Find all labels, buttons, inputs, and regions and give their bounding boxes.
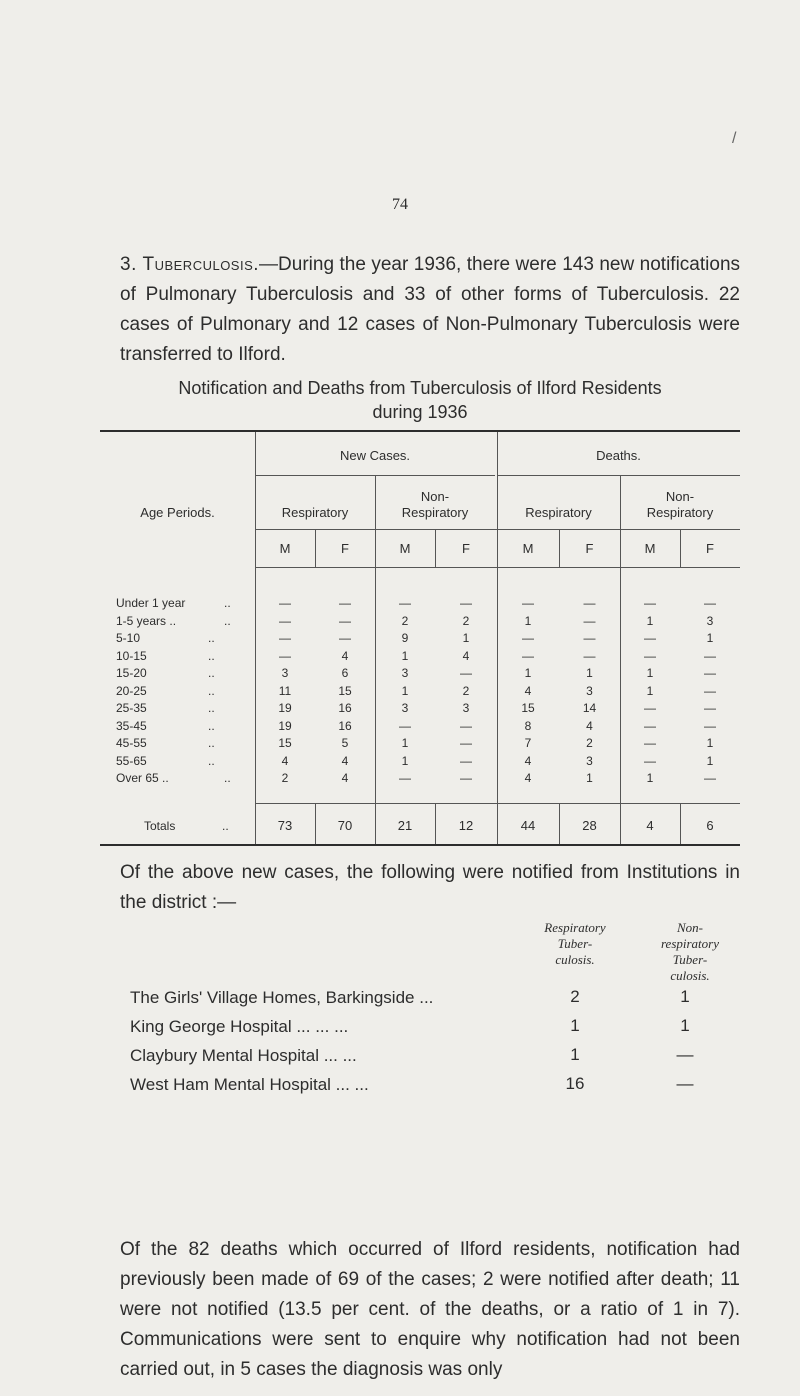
institution-resp-count: 2 xyxy=(570,987,580,1006)
female-column-header: F xyxy=(706,541,714,556)
table-cell: 6 xyxy=(341,666,349,680)
table-cell: — xyxy=(339,596,351,610)
table-cell: — xyxy=(460,754,472,768)
institution-resp-count: 1 xyxy=(570,1045,580,1064)
section-heading: 3. Tuberculosis. xyxy=(120,254,260,275)
hline-deaths-group xyxy=(497,475,740,476)
totals-cell: 21 xyxy=(397,818,413,833)
table-cell: 15 xyxy=(521,701,535,715)
institution-nonresp-count: 1 xyxy=(680,987,690,1006)
inst-nonresp-l4: culosis. xyxy=(670,968,710,983)
female-column-header: F xyxy=(462,541,470,556)
age-period-text: 15-20 xyxy=(116,666,147,680)
sub-column-rule xyxy=(620,475,621,844)
inst-nonresp-l1: Non- xyxy=(677,920,703,935)
age-period-label xyxy=(116,665,246,681)
mf-column-rule xyxy=(315,529,316,567)
table-cell: 3 xyxy=(706,614,714,628)
table-cell: 9 xyxy=(401,631,409,645)
table-cell: — xyxy=(583,631,596,645)
age-period-label xyxy=(116,753,246,769)
new-nonresp-header xyxy=(375,489,495,521)
table-cell: 8 xyxy=(524,719,532,733)
age-periods-header: Age Periods. xyxy=(140,505,215,520)
table-cell: 3 xyxy=(462,701,470,715)
table-cell: — xyxy=(339,614,351,628)
pencil-tick-mark: / xyxy=(732,130,737,147)
mf-column-rule xyxy=(680,529,681,567)
age-period-text: Over 65 .. xyxy=(116,771,169,785)
age-period-text: 1-5 years .. xyxy=(116,614,177,628)
table-cell: — xyxy=(460,771,472,785)
table-cell: 2 xyxy=(401,614,409,628)
table-cell: — xyxy=(399,771,411,785)
table-cell: — xyxy=(704,666,716,680)
new-resp-header: Respiratory xyxy=(281,505,349,520)
table-cell: — xyxy=(644,736,656,750)
deaths-nonresp-line2: Respiratory xyxy=(646,505,714,520)
table-cell: 1 xyxy=(646,684,654,698)
leader-dots: .. xyxy=(208,684,215,698)
male-column-header: M xyxy=(644,541,656,556)
deaths-nonresp-line1: Non- xyxy=(665,489,695,504)
table-cell: 1 xyxy=(646,614,654,628)
table-cell: — xyxy=(460,596,472,610)
age-period-text: 25-35 xyxy=(116,701,147,715)
table-cell: — xyxy=(399,719,411,733)
totals-cell: 44 xyxy=(520,818,536,833)
age-period-label xyxy=(116,735,246,751)
totals-cell: 73 xyxy=(277,818,293,833)
institution-nonresp-count: 1 xyxy=(680,1016,690,1035)
table-cell: — xyxy=(644,649,656,663)
institution-nonresp-count: — xyxy=(676,1045,694,1064)
table-cell: 1 xyxy=(524,666,532,680)
table-cell: — xyxy=(339,631,351,645)
institution-name: King George Hospital ... ... ... xyxy=(130,1017,349,1036)
table-cell: 4 xyxy=(462,649,470,663)
institution-name: The Girls' Village Homes, Barkingside ... xyxy=(130,988,434,1007)
table-cell: 1 xyxy=(524,614,532,628)
table-cell: — xyxy=(522,596,534,610)
table-cell: — xyxy=(399,596,411,610)
age-period-text: 20-25 xyxy=(116,684,147,698)
mf-column-rule xyxy=(559,529,560,567)
new-cases-header: New Cases. xyxy=(339,448,411,463)
table-cell: 1 xyxy=(706,631,714,645)
table-cell: — xyxy=(644,701,656,715)
table-cell: 4 xyxy=(341,754,349,768)
table-cell: 4 xyxy=(524,684,532,698)
age-period-text: 5-10 xyxy=(116,631,141,645)
inst-resp-l3: culosis. xyxy=(555,952,595,967)
table-cell: — xyxy=(644,719,656,733)
table-cell: 1 xyxy=(646,666,654,680)
age-period-text: 45-55 xyxy=(116,736,147,750)
inst-nonresp-header xyxy=(630,920,750,984)
leader-dots: .. xyxy=(208,666,215,680)
table-cell: 3 xyxy=(401,666,409,680)
major-column-rule xyxy=(497,432,498,844)
leader-dots: .. xyxy=(224,614,231,628)
table-cell: 2 xyxy=(462,684,470,698)
male-column-header: M xyxy=(522,541,534,556)
leader-dots: .. xyxy=(224,771,231,785)
table-cell: 4 xyxy=(341,649,349,663)
totals-cell: 12 xyxy=(458,818,474,833)
age-period-label xyxy=(116,700,246,716)
leader-dots: .. xyxy=(208,719,215,733)
table-cell: 4 xyxy=(586,719,593,733)
table-cell: 7 xyxy=(524,736,532,750)
table-cell: — xyxy=(460,736,472,750)
table-cell: — xyxy=(704,596,716,610)
table-bottom-rule xyxy=(100,844,740,846)
table-cell: — xyxy=(704,684,716,698)
table-cell: — xyxy=(522,631,534,645)
institution-resp-count: 16 xyxy=(565,1074,585,1093)
age-period-text: 55-65 xyxy=(116,754,147,768)
table-cell: 4 xyxy=(341,771,349,785)
table-top-rule xyxy=(100,430,740,432)
inst-resp-l1: Respiratory xyxy=(544,920,606,935)
table-cell: 4 xyxy=(281,754,289,768)
totals-cell: 70 xyxy=(337,818,353,833)
table-cell: 1 xyxy=(401,754,409,768)
table-cell: — xyxy=(704,701,716,715)
sub-column-rule xyxy=(375,475,376,844)
table-cell: 1 xyxy=(401,736,409,750)
table-cell: — xyxy=(460,666,472,680)
leader-dots: .. xyxy=(208,736,215,750)
table-cell: 3 xyxy=(281,666,289,680)
table-cell: — xyxy=(704,771,716,785)
table-cell: 2 xyxy=(462,614,470,628)
age-period-label xyxy=(116,718,246,734)
mf-column-rule xyxy=(435,529,436,567)
leader-dots: .. xyxy=(208,649,215,663)
table-cell: 16 xyxy=(338,701,352,715)
table-cell: 3 xyxy=(401,701,409,715)
table-cell: 5 xyxy=(341,736,349,750)
age-period-text: 10-15 xyxy=(116,649,147,663)
table-cell: — xyxy=(279,631,291,645)
leader-dots: .. xyxy=(208,701,215,715)
table-cell: — xyxy=(583,649,596,663)
totals-dots: .. xyxy=(222,819,229,833)
table-cell: 16 xyxy=(338,719,352,733)
table-title-line1: Notification and Deaths from Tuberculosis of Ilford Residents xyxy=(178,378,662,398)
new-nonresp-line2: Respiratory xyxy=(401,505,469,520)
table-cell: 1 xyxy=(646,771,654,785)
table-cell: 1 xyxy=(706,754,714,768)
table-cell: 3 xyxy=(586,754,593,768)
table-cell: 1 xyxy=(586,666,593,680)
age-period-label xyxy=(116,648,246,664)
table-cell: 1 xyxy=(401,649,409,663)
table-cell: 19 xyxy=(278,701,292,715)
age-period-label xyxy=(116,770,246,786)
table-title-line2: during 1936 xyxy=(372,402,468,422)
female-column-header: F xyxy=(585,541,594,556)
major-column-rule xyxy=(255,432,256,844)
deaths-nonresp-header xyxy=(620,489,740,521)
deaths-header: Deaths. xyxy=(596,448,641,463)
table-cell: 1 xyxy=(462,631,470,645)
table-cell: — xyxy=(704,649,716,663)
table-cell: 3 xyxy=(586,684,593,698)
inst-nonresp-l3: Tuber- xyxy=(672,952,708,967)
leader-dots: .. xyxy=(208,754,215,768)
age-period-label xyxy=(116,595,246,611)
deaths-resp-header: Respiratory xyxy=(525,505,592,520)
table-cell: — xyxy=(279,596,291,610)
table-cell: — xyxy=(279,649,291,663)
male-column-header: M xyxy=(399,541,411,556)
age-period-label xyxy=(116,630,246,646)
table-cell: 19 xyxy=(278,719,292,733)
table-title xyxy=(100,376,740,424)
institution-name: Claybury Mental Hospital ... ... xyxy=(130,1046,357,1065)
inst-resp-header xyxy=(520,920,630,968)
table-cell: 14 xyxy=(582,701,597,715)
table-cell: — xyxy=(460,719,472,733)
table-cell: 1 xyxy=(706,736,714,750)
table-cell: 4 xyxy=(524,754,532,768)
table-cell: 1 xyxy=(401,684,409,698)
table-cell: 1 xyxy=(586,771,593,785)
inst-nonresp-l2: respiratory xyxy=(660,936,720,951)
totals-cell: 6 xyxy=(706,818,714,833)
leader-dots: .. xyxy=(224,596,231,610)
totals-cell: 4 xyxy=(646,818,654,833)
institutions-intro: Of the above new cases, the following were notified from Institutions in the district :— xyxy=(120,862,740,913)
closing-paragraph: Of the 82 deaths which occurred of Ilford residents, notification had previously been made of 69 of the cases; 2 were notified after death; 11 were not notified (13.5 per cent. of the deaths, or a ratio of 1 in 7). Communications were sent to enquire why notification had not been carried out, in 5 cases the diagnosis was only xyxy=(120,1239,740,1380)
table-cell: — xyxy=(522,649,534,663)
new-nonresp-line1: Non- xyxy=(420,489,450,504)
table-cell: — xyxy=(583,614,596,628)
table-cell: — xyxy=(279,614,291,628)
male-column-header: M xyxy=(279,541,291,556)
totals-cell: 28 xyxy=(582,818,597,833)
table-cell: 11 xyxy=(278,684,292,698)
female-column-header: F xyxy=(341,541,349,556)
institution-name: West Ham Mental Hospital ... ... xyxy=(130,1075,369,1094)
age-period-label xyxy=(116,683,246,699)
table-cell: — xyxy=(704,719,716,733)
table-cell: 2 xyxy=(281,771,289,785)
age-period-text: Under 1 year xyxy=(116,596,186,610)
table-cell: — xyxy=(644,754,656,768)
table-cell: — xyxy=(644,596,656,610)
age-period-label xyxy=(116,613,246,629)
intro-paragraph xyxy=(120,250,740,370)
institution-nonresp-count: — xyxy=(676,1074,694,1093)
leader-dots: .. xyxy=(208,631,215,645)
inst-resp-l2: Tuber- xyxy=(557,936,593,951)
institution-resp-count: 1 xyxy=(570,1016,580,1035)
table-cell: — xyxy=(583,596,596,610)
intro-text: —During the year 1936, there were 143 new notifications of Pulmonary Tuberculosis and 33 of other forms of Tuberculosis. 22 cases of Pulmonary and 12 cases of Non-Pulmonary Tuberculosis were transferred to Ilford. xyxy=(120,254,741,365)
table-cell: 15 xyxy=(338,684,352,698)
table-cell: 2 xyxy=(586,736,593,750)
age-period-text: 35-45 xyxy=(116,719,147,733)
table-cell: 4 xyxy=(524,771,532,785)
totals-label-text: Totals xyxy=(144,819,176,833)
table-cell: 15 xyxy=(278,736,292,750)
table-cell: — xyxy=(644,631,656,645)
page-number: 74 xyxy=(392,196,408,213)
